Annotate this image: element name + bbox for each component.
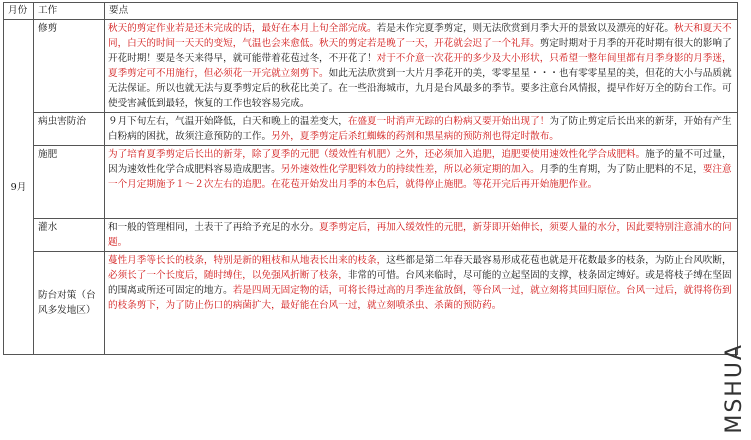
text-segment: 要注意一个月定期施予１～２次左右的追肥。在花苞开始发出月季的本色后，就得停止施肥。等花开完后再开始施肥作业。 [108, 164, 732, 190]
header-month: 月份 [4, 3, 34, 20]
text-segment: 秋天和夏天不同，白天的时间一天天的变短，气温也会来愈低。秋天的剪定若是晚了一天，开花就会迟了一个礼拜。 [108, 23, 732, 49]
text-segment: 在盛夏一时消声无踪的白粉病又要开始出现了！ [347, 116, 550, 127]
month-cell: 9月 [4, 20, 34, 355]
work-cell: 防台对策（台风多发地区） [34, 252, 105, 355]
text-segment: 夏季剪定后，再加入缓效性的元肥，新芽即开始伸长，须要人量的水分，因此要特别注意浦水的问题。 [108, 222, 732, 248]
key-points-cell [105, 219, 738, 252]
key-points-cell [105, 113, 738, 146]
text-segment: 若是未作完夏季剪定，则无法欣赏到月季大开的景致以及漂亮的好花。 [376, 23, 675, 34]
work-cell: 施肥 [34, 146, 105, 219]
key-points-cell [105, 146, 738, 219]
text-segment: 施予的量不可过量，因为速效性化学合成肥料容易造成肥害。 [108, 149, 732, 175]
text-segment: 另外速效性化学肥料效力的持续性差，所以必须定期的加入。 [280, 164, 540, 175]
text-segment: 若是四周无固定物的话，可将长得过高的月季连盆放倒，等台风一过，就立刻将其回归原位。台风一过后，就得将伤到的枝条剪下，为了防止伤口的病菌扩大，最好能在台风一过，就立刻喷杀虫、杀菌的预防药。 [108, 285, 732, 311]
table-row [4, 146, 738, 219]
key-points-cell [105, 252, 738, 355]
header-work: 工作 [34, 3, 105, 20]
key-points-cell [105, 20, 738, 113]
text-segment: 秋天的剪定作业若是还未完成的话，最好在本月上旬全部完成。 [108, 23, 377, 34]
text-segment: 另外，夏季剪定后杀红蜘蛛的药剂和黑星病的预防剂也得定时散布。 [271, 131, 559, 142]
text-segment: 必须长了一个长度后，随时缚住，以免强风折断了枝条， [108, 270, 348, 281]
work-cell: 灌水 [34, 219, 105, 252]
text-segment: 对于不介意一次花开的多少及大小形状，只希望一整年间里都有月季身影的月季迷，夏季剪定可不用施行，但必须花一开完就立刻剪下。 [108, 53, 732, 79]
text-segment: 非常的可惜。台风来临时，尽可能的立起坚固的支撑，枝条固定缚好。或是将枝子缚在坚固的围离或所还可固定的地方。 [108, 270, 732, 296]
work-cell: 病虫害防治 [34, 113, 105, 146]
text-segment: 这些都是第二年春天最容易形成花苞也就是开花数最多的枝条，为防止台风吹断， [386, 255, 732, 266]
text-segment: 为了培育夏季剪定后长出的新芽，除了夏季的元肥（缓效性有机肥）之外，还必须加入追肥，追肥要使用速效性化学合成肥料。 [108, 149, 646, 160]
watermark: MSHUA [722, 343, 747, 434]
header-row [4, 3, 738, 20]
text-segment: 剪定时期对于月季的开花时期有很大的影响了开花时期！要是冬天来得早，就可能带着花苞过冬，不开花了！ [108, 38, 732, 64]
text-segment: 和一般的管理相同，土表干了再给予充足的水分。 [108, 222, 320, 233]
rose-care-table [3, 2, 738, 355]
work-cell: 修剪 [34, 20, 105, 113]
text-segment: 如此无法欣赏到一大片月季花开的美，零零星星・・・也有零零星星的美，但花的大小与品质就无法保证。所以也就无法与夏季剪定后的秋花比美了。在一些沿海城市，九月是台风最多的季节。要多注意台风情报，提早作好万全的防台工作。可使受害减低到最轻，恢复的工作也较容易完成。 [108, 68, 732, 109]
text-segment: ９月下旬左右，气温开始降低，白天和晚上的温差变大， [108, 116, 348, 127]
text-segment: 月季的生育期，为了防止肥料的不足， [539, 164, 703, 175]
text-segment: 蔓性月季等长长的枝条，特别是新的粗枝和从地表长出来的枝条， [108, 255, 387, 266]
table-row [4, 20, 738, 113]
text-segment: 为了防止剪定后长出来的新芽，开始有产生白粉病的困扰，故须注意预防的工作。 [108, 116, 732, 142]
table-row [4, 219, 738, 252]
table-row [4, 113, 738, 146]
table-row [4, 252, 738, 355]
header-key-points: 要点 [105, 3, 738, 20]
